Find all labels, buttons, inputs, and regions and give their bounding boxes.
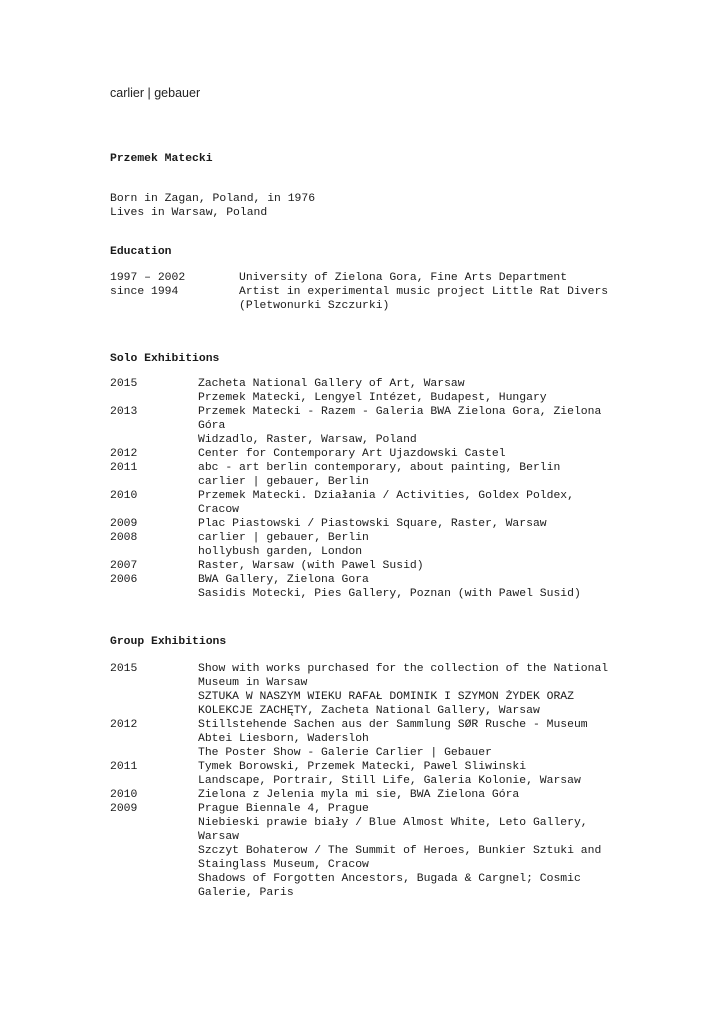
solo-entry-line: carlier | gebauer, Berlin	[198, 532, 369, 544]
group-exhibitions-heading: Group Exhibitions	[110, 636, 227, 648]
group-entry-line: KOLEKCJE ZACHĘTY, Zacheta National Gallery, Warsaw	[198, 705, 540, 717]
solo-entry-line: Przemek Matecki - Razem - Galeria BWA Zielona Gora, Zielona	[198, 406, 602, 418]
solo-entry-line: BWA Gallery, Zielona Gora	[198, 574, 369, 586]
solo-entry-year: 2010	[110, 490, 138, 502]
group-entry-line: Abtei Liesborn, Wadersloh	[198, 733, 369, 745]
group-entry-line: Galerie, Paris	[198, 887, 294, 899]
solo-entry	[110, 573, 601, 601]
group-entry-line: Niebieski prawie biały / Blue Almost White, Leto Gallery,	[198, 817, 588, 829]
solo-exhibitions-heading: Solo Exhibitions	[110, 353, 220, 365]
group-entry-year: 2015	[110, 663, 138, 675]
solo-exhibitions-list	[110, 377, 601, 601]
solo-entry	[110, 559, 601, 573]
group-entry	[110, 718, 608, 760]
solo-entry-year: 2008	[110, 532, 138, 544]
group-entry-line: Tymek Borowski, Przemek Matecki, Pawel Sliwinski	[198, 761, 527, 773]
group-entry	[110, 760, 608, 788]
solo-entry-line: Raster, Warsaw (with Pawel Susid)	[198, 560, 424, 572]
solo-entry-line: Góra	[198, 420, 226, 432]
group-entry	[110, 802, 608, 900]
group-entry-line: SZTUKA W NASZYM WIEKU RAFAŁ DOMINIK I SZYMON ŻYDEK ORAZ	[198, 691, 574, 703]
group-entry-line: Prague Biennale 4, Prague	[198, 803, 369, 815]
group-entry-line: Show with works purchased for the collection of the National	[198, 663, 609, 675]
solo-entry-year: 2007	[110, 560, 138, 572]
solo-entry-line: Widzadlo, Raster, Warsaw, Poland	[198, 434, 417, 446]
solo-entry	[110, 377, 601, 405]
solo-entry-line: Cracow	[198, 504, 240, 516]
gallery-header: carlier | gebauer	[110, 86, 201, 100]
solo-entry-year: 2009	[110, 518, 138, 530]
bio-residence: Lives in Warsaw, Poland	[110, 207, 268, 219]
solo-entry-year: 2012	[110, 448, 138, 460]
group-entry-year: 2012	[110, 719, 138, 731]
bio	[110, 192, 315, 220]
solo-entry-line: Center for Contemporary Art Ujazdowski Castel	[198, 448, 506, 460]
solo-entry	[110, 489, 601, 517]
group-entry	[110, 662, 608, 718]
group-entry	[110, 788, 608, 802]
education-entry-line: Artist in experimental music project Little Rat Divers	[239, 286, 609, 298]
solo-entry	[110, 461, 601, 489]
education-entry-line: (Pletwonurki Szczurki)	[239, 300, 390, 312]
group-entry-year: 2010	[110, 789, 138, 801]
group-entry-line: Warsaw	[198, 831, 240, 843]
solo-entry	[110, 517, 601, 531]
education-entry	[110, 271, 608, 285]
education-entry	[110, 285, 608, 313]
solo-entry-line: carlier | gebauer, Berlin	[198, 476, 369, 488]
solo-entry-line: Zacheta National Gallery of Art, Warsaw	[198, 378, 465, 390]
solo-entry-line: abc - art berlin contemporary, about painting, Berlin	[198, 462, 561, 474]
group-entry-line: The Poster Show - Galerie Carlier | Gebauer	[198, 747, 492, 759]
solo-entry-year: 2006	[110, 574, 138, 586]
group-entry-year: 2009	[110, 803, 138, 815]
group-entry-line: Stainglass Museum, Cracow	[198, 859, 369, 871]
artist-name: Przemek Matecki	[110, 153, 213, 165]
education-entry-line: University of Zielona Gora, Fine Arts Department	[239, 272, 568, 284]
group-entry-year: 2011	[110, 761, 138, 773]
group-entry-line: Museum in Warsaw	[198, 677, 308, 689]
solo-entry-line: hollybush garden, London	[198, 546, 363, 558]
solo-entry	[110, 405, 601, 447]
solo-entry	[110, 447, 601, 461]
solo-entry-line: Przemek Matecki, Lengyel Intézet, Budapest, Hungary	[198, 392, 547, 404]
solo-entry-year: 2015	[110, 378, 138, 390]
group-entry-line: Landscape, Portrair, Still Life, Galeria Kolonie, Warsaw	[198, 775, 581, 787]
education-entry-year: since 1994	[110, 286, 179, 298]
group-exhibitions-list	[110, 662, 608, 900]
solo-entry-line: Przemek Matecki. Działania / Activities, Goldex Poldex,	[198, 490, 574, 502]
solo-entry-year: 2011	[110, 462, 138, 474]
solo-entry	[110, 531, 601, 559]
solo-entry-line: Sasidis Motecki, Pies Gallery, Poznan (with Pawel Susid)	[198, 588, 581, 600]
group-entry-line: Zielona z Jelenia myla mi sie, BWA Zielona Góra	[198, 789, 520, 801]
group-entry-line: Szczyt Bohaterow / The Summit of Heroes, Bunkier Sztuki and	[198, 845, 602, 857]
education-entry-year: 1997 – 2002	[110, 272, 186, 284]
group-entry-line: Stillstehende Sachen aus der Sammlung SØR Rusche - Museum	[198, 719, 588, 731]
solo-entry-year: 2013	[110, 406, 138, 418]
bio-birth: Born in Zagan, Poland, in 1976	[110, 193, 316, 205]
education-list	[110, 271, 608, 313]
solo-entry-line: Plac Piastowski / Piastowski Square, Raster, Warsaw	[198, 518, 547, 530]
group-entry-line: Shadows of Forgotten Ancestors, Bugada & Cargnel; Cosmic	[198, 873, 581, 885]
education-heading: Education	[110, 246, 172, 258]
